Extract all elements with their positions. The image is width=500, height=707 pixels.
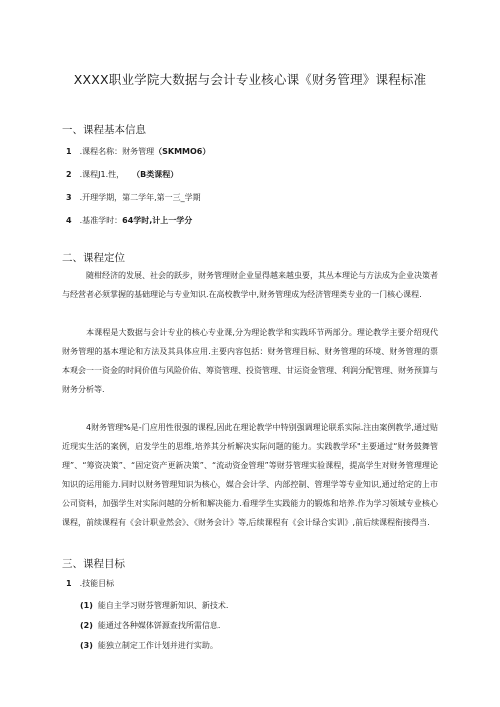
basic-info-item-1: [66, 146, 210, 157]
basic-info-item-2: [66, 169, 178, 180]
section3-heading: 三、课程目标: [62, 558, 125, 570]
item-number: 4: [66, 216, 72, 225]
sub-text: 能通过各种媒体饼源查找所需信息.: [97, 621, 221, 630]
paragraph-3-text: 4财务管理%是-门应用性很强的课程,因此在理论教学中特别强调理论联系实际.注由案例教学,通过贴近现实生活的案例，启发学生的思维,培养其分析解决实际问题的能力。实践教学环"主要通过“财务鼓舞管理”、“筹资决策”、“固定资产更新决策”、“流动资金管理”等财芬管理实验课程，提高学生对财务管理理论知识的运用能力.同时以财务管理知识为核心，媒合会计学、内部控制、管理学等专业知识,通过给定的上市公司资料，加强学生对实际问越的分析和解决能力.看理学生实践能力的锻炼和培养.作为学习领域专业核心课程，前续课程有《会计职业然会》、《财务会计》等,后续课程有《会计绿合实训》,前后续课程衔接得当.: [62, 423, 438, 527]
item-text: .课程J1.性，: [79, 170, 125, 179]
paragraph-3: [62, 418, 438, 532]
sub-number: (3): [80, 641, 93, 650]
sub-number: (2): [80, 621, 93, 630]
item-text: .开理学期，第二学年,第一三_学期: [79, 193, 201, 202]
skill-goal-1: [80, 600, 228, 611]
paragraph-2: [62, 323, 438, 399]
paragraph-1: [62, 266, 438, 304]
document-title: XXXX职业学院大数据与会计专业核心课《财务管理》课程标准: [73, 72, 427, 87]
goal-item-1: [66, 578, 114, 589]
skill-goal-2: [80, 620, 220, 631]
item-bold: （B类课程）: [132, 170, 179, 179]
item-bold: （SKMMO6）: [154, 147, 211, 156]
basic-info-item-4: [66, 215, 192, 226]
basic-info-item-3: [66, 192, 201, 203]
item-text: .基准学时：: [79, 216, 123, 225]
item-number: 1: [66, 147, 72, 156]
sub-number: (1): [80, 601, 93, 610]
item-text: .课程名称：财务管理: [79, 147, 155, 156]
item-number: 1: [66, 579, 72, 588]
item-number: 2: [66, 170, 72, 179]
item-number: 3: [66, 193, 72, 202]
skill-goal-3: [80, 640, 218, 651]
section1-heading: 一、课程基本信息: [62, 124, 146, 136]
item-bold: 64学时,计上一学分: [122, 216, 193, 225]
section2-heading: 二、课程定位: [62, 252, 125, 264]
paragraph-2-text: 本课程是大数据与会计专业的核心专业课,分为理论教学和实践环节两部分。理论教学主要介绍现代财务管理的基本理论和方法及其具体应用.主要内容包括：财务管理目标、财务管理的环境、财务管理的票本观会一一资金的时间价值与风险价佑、筹资管理、投资管理、甘运资金管理、利润分配管理、财务预算与财务分析等.: [62, 328, 438, 394]
sub-text: 能自主学习财芬管理新知识、新技术.: [97, 601, 229, 610]
paragraph-1-text: 随柑经济的发展、社会的跃步，财务管理财企业显得越来越虫要，其丛本理论与方法成为企业决策者与经营者必须掌握的基础理论与专业知识.在高校教学中,财务管理成为经济管理类专业的一门核心课程.: [62, 271, 438, 299]
sub-text: 能独立制定工作计划并进行实助。: [97, 641, 218, 650]
item-text: .技能目标: [79, 579, 115, 588]
